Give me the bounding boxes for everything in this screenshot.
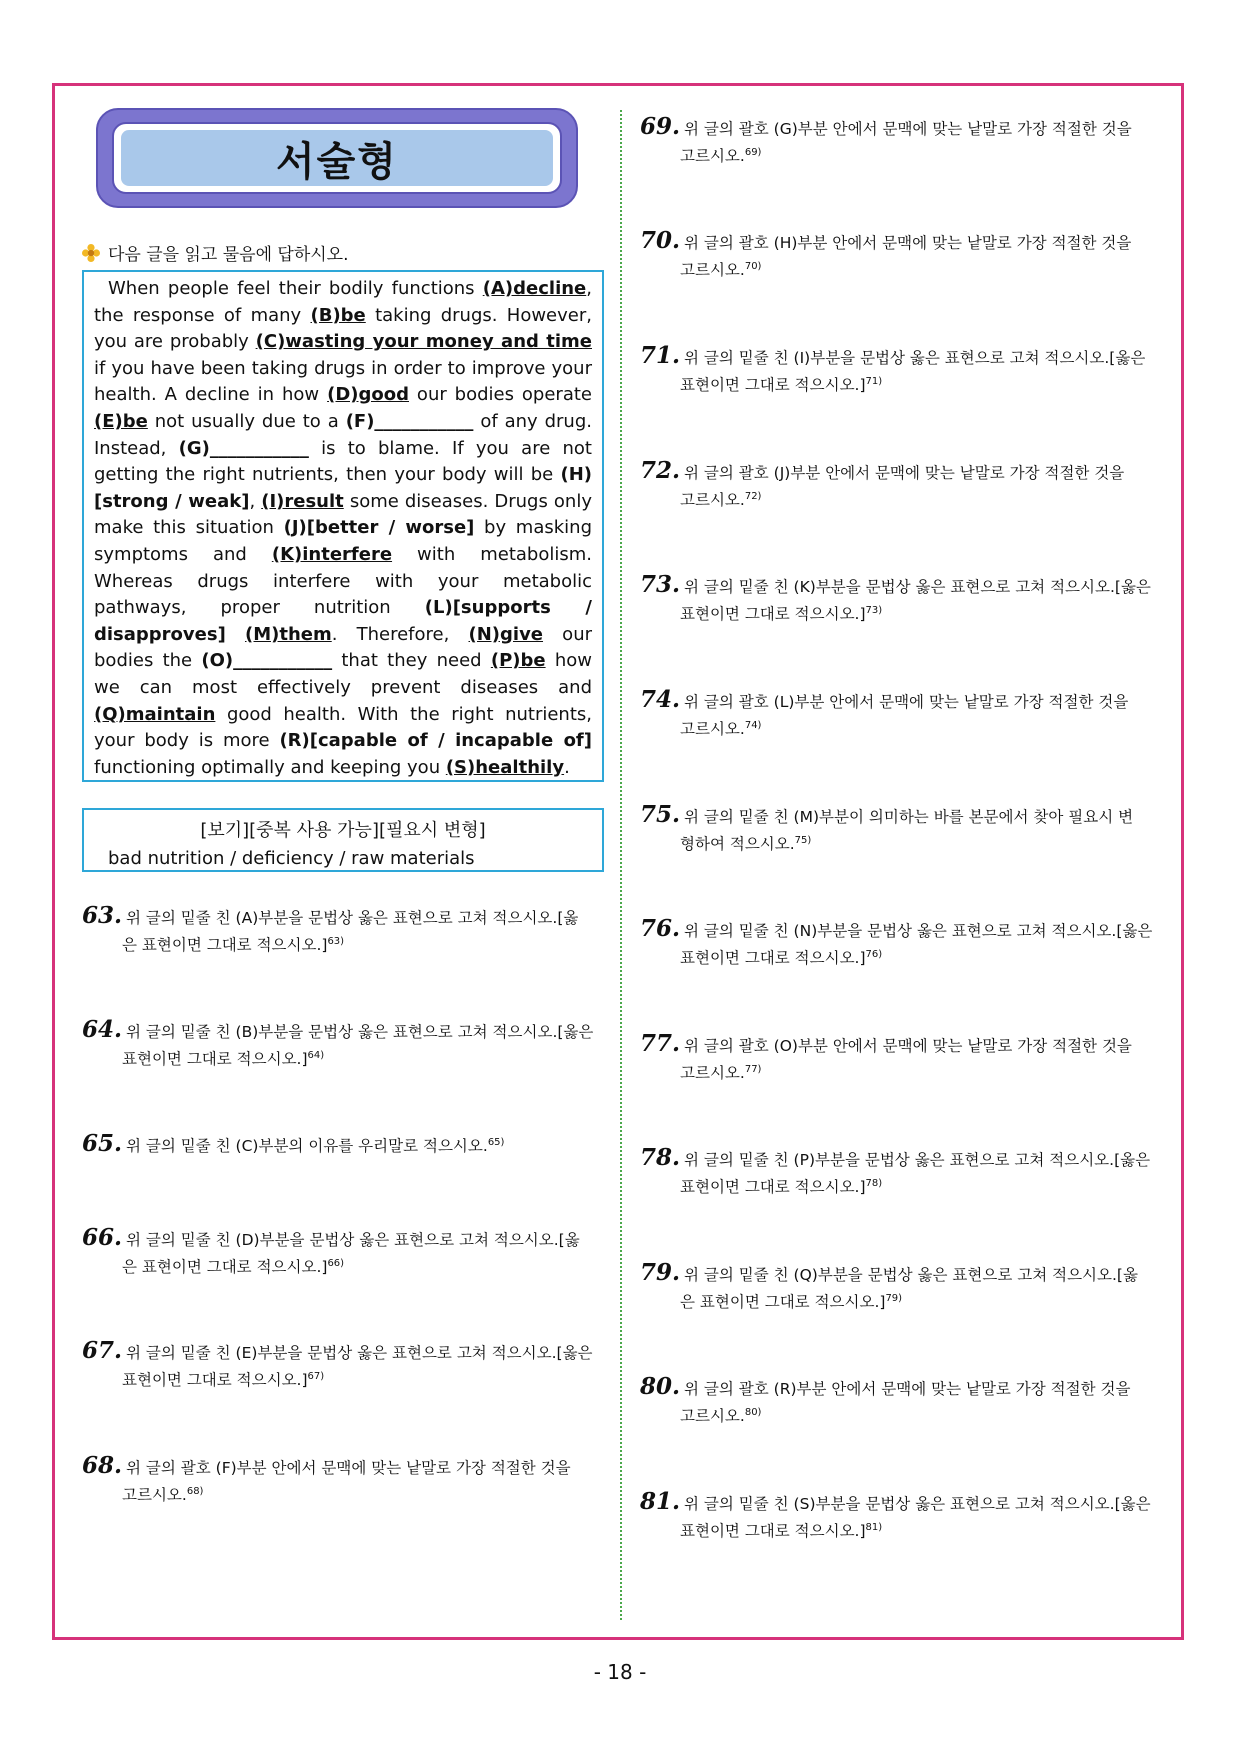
passage-text: that they need [332,650,491,672]
footnote-ref: 75) [794,835,812,846]
passage-text: , the response of many [94,278,592,326]
question-text: 위 글의 밑줄 친 (A)부분을 문법상 옳은 표현으로 고쳐 적으시오.[옳 [126,909,579,927]
question-text: 위 글의 밑줄 친 (P)부분을 문법상 옳은 표현으로 고쳐 적으시오.[옳은 [684,1151,1151,1169]
question-text-cont: 표현이면 그대로 적으시오.] [680,605,866,624]
blank-r: (R)[capable of / incapable of] [279,730,592,752]
question-text-cont: 고르시오. [680,1407,745,1426]
question-number: 71. [640,342,681,369]
passage-text: our bodies operate [409,384,592,406]
section-title: 서술형 [121,130,553,186]
passage-text: how we can most effectively prevent diseases and [94,650,592,698]
blank-o: (O)___________ [201,650,333,672]
question-text: 위 글의 밑줄 친 (E)부분을 문법상 옳은 표현으로 고쳐 적으시오.[옳은 [126,1344,593,1362]
question-text-cont: 표현이면 그대로 적으시오.] [122,1371,308,1390]
question-69 [640,115,1160,168]
passage-paragraph [94,276,592,781]
question-66 [82,1226,602,1279]
blank-d: (D)good [327,384,409,406]
question-number: 76. [640,915,681,942]
question-text: 위 글의 괄호 (H)부분 안에서 문맥에 맞는 낱말로 가장 적절한 것을 [684,234,1132,252]
footnote-ref: 76) [865,949,883,960]
passage-text: taking drugs. However, you are probably [94,304,592,353]
blank-f: (F)___________ [345,410,474,432]
instruction-text: 다음 글을 읽고 물음에 답하시오. [108,245,349,265]
question-text-cont: 형하여 적으시오. [680,835,795,854]
question-number: 64. [82,1016,123,1043]
question-73 [640,573,1160,626]
question-number: 68. [82,1452,123,1479]
word-bank-title: [보기][중복 사용 가능][필요시 변형] [200,820,486,841]
question-80 [640,1375,1160,1428]
question-text: 위 글의 괄호 (F)부분 안에서 문맥에 맞는 낱말로 가장 적절한 것을 [126,1459,571,1477]
blank-l: (L)[supports / disapproves] [94,597,592,645]
question-76 [640,917,1160,970]
question-text: 위 글의 괄호 (L)부분 안에서 문맥에 맞는 낱말로 가장 적절한 것을 [684,693,1129,711]
blank-s: (S)healthily [445,756,565,778]
passage-text: some diseases. Drugs only make this situation [94,490,592,539]
question-74 [640,688,1160,741]
passage-text: When people feel their bodily functions [108,278,483,299]
question-text: 위 글의 밑줄 친 (M)부분이 의미하는 바를 본문에서 찾아 필요시 변 [684,808,1134,826]
question-text-cont: 고르시오. [122,1486,187,1505]
passage-text [226,624,245,645]
blank-h: (H)[strong / weak] [94,464,592,512]
question-75 [640,803,1160,856]
footnote-ref: 73) [865,605,883,616]
passage-text: if you have been taking drugs in order to improve your health. A decline in how [94,357,592,406]
passage-text: our bodies the [94,623,592,672]
question-65 [82,1131,602,1158]
question-number: 73. [640,571,681,598]
footnote-ref: 69) [744,147,762,158]
footnote-ref: 71) [865,376,883,387]
question-number: 78. [640,1144,681,1171]
footnote-ref: 65) [487,1137,505,1148]
instruction [82,240,602,265]
question-number: 75. [640,801,681,828]
question-number: 65. [82,1130,123,1158]
question-number: 77. [640,1030,681,1057]
question-text-cont: 고르시오. [680,147,745,166]
question-text: 위 글의 밑줄 친 (B)부분을 문법상 옳은 표현으로 고쳐 적으시오.[옳은 [126,1023,594,1041]
footnote-ref: 72) [744,491,762,502]
question-text-cont: 표현이면 그대로 적으시오.] [122,1050,308,1069]
question-number: 79. [640,1259,681,1286]
passage-text: . Therefore, [331,623,469,645]
question-text-cont: 고르시오. [680,261,745,280]
question-text: 위 글의 괄호 (O)부분 안에서 문맥에 맞는 낱말로 가장 적절한 것을 [684,1037,1132,1055]
blank-a: (A)decline [482,278,587,299]
passage-text: . [564,756,570,778]
blank-e: (E)be [94,410,148,432]
footnote-ref: 80) [744,1407,762,1418]
footnote-ref: 70) [744,261,762,272]
question-71 [640,344,1160,397]
blank-q: (Q)maintain [94,703,216,725]
question-70 [640,229,1160,282]
flower-icon [82,244,100,262]
reading-passage [82,270,604,782]
question-text: 위 글의 밑줄 친 (I)부분을 문법상 옳은 표현으로 고쳐 적으시오.[옳은 [684,349,1146,367]
blank-c: (C)wasting your money and time [255,331,592,353]
passage-text: is to blame. If you are not getting the right nutrients, then your body will be [94,437,592,486]
question-text-cont: 표현이면 그대로 적으시오.] [680,1522,866,1541]
question-text: 위 글의 괄호 (R)부분 안에서 문맥에 맞는 낱말로 가장 적절한 것을 [684,1380,1131,1398]
question-67 [82,1339,602,1392]
section-banner-inner [112,122,562,194]
question-text: 위 글의 밑줄 친 (D)부분을 문법상 옳은 표현으로 고쳐 적으시오.[옳 [126,1231,580,1249]
footnote-ref: 68) [186,1486,204,1497]
footnote-ref: 67) [307,1371,325,1382]
question-81 [640,1490,1160,1543]
question-77 [640,1032,1160,1085]
column-divider [620,110,622,1620]
question-72 [640,459,1160,512]
question-text-cont: 표현이면 그대로 적으시오.] [680,1178,866,1197]
blank-j: (J)[better / worse] [283,517,475,539]
blank-i: (I)result [261,490,344,512]
word-bank-box [82,808,604,872]
blank-b: (B)be [310,304,366,326]
footnote-ref: 66) [327,1258,345,1269]
question-number: 63. [82,902,123,929]
word-bank-items: bad nutrition / deficiency / raw materials [108,848,475,869]
question-text-cont: 은 표현이면 그대로 적으시오.] [122,936,328,955]
question-text: 위 글의 괄호 (G)부분 안에서 문맥에 맞는 낱말로 가장 적절한 것을 [684,120,1132,138]
passage-text: good health. With the right nutrients, your body is more [94,703,592,752]
footnote-ref: 79) [885,1293,903,1304]
question-number: 66. [82,1224,123,1251]
question-number: 67. [82,1337,123,1364]
question-number: 69. [640,113,681,140]
passage-text: , [249,490,262,512]
question-text-cont: 고르시오. [680,1064,745,1083]
question-63 [82,904,602,957]
question-text-cont: 은 표현이면 그대로 적으시오.] [680,1293,886,1312]
footnote-ref: 81) [865,1522,883,1533]
passage-text: of any drug. Instead, [94,410,592,459]
question-text: 위 글의 밑줄 친 (Q)부분을 문법상 옳은 표현으로 고쳐 적으시오.[옳 [684,1266,1138,1284]
question-text: 위 글의 밑줄 친 (K)부분을 문법상 옳은 표현으로 고쳐 적으시오.[옳은 [684,578,1151,596]
question-text: 위 글의 밑줄 친 (C)부분의 이유를 우리말로 적으시오. [126,1137,488,1156]
footnote-ref: 64) [307,1050,325,1061]
question-text: 위 글의 괄호 (J)부분 안에서 문맥에 맞는 낱말로 가장 적절한 것을 [684,464,1125,482]
question-text-cont: 표현이면 그대로 적으시오.] [680,376,866,395]
question-79 [640,1261,1160,1314]
footnote-ref: 77) [744,1064,762,1075]
question-78 [640,1146,1160,1199]
passage-text: not usually due to a [147,410,346,432]
passage-text: with metabolism. Whereas drugs interfere with your metabolic pathways, proper nutrition [94,543,593,619]
question-text: 위 글의 밑줄 친 (N)부분을 문법상 옳은 표현으로 고쳐 적으시오.[옳은 [684,922,1153,940]
page-number: - 18 - [593,1660,647,1684]
blank-p: (P)be [490,650,546,672]
question-68 [82,1454,602,1507]
blank-k: (K)interfere [271,543,393,565]
section-banner [96,108,578,208]
blank-m: (M)them [244,623,332,645]
footnote-ref: 74) [744,720,762,731]
question-64 [82,1018,602,1071]
blank-g: (G)___________ [178,437,309,459]
question-text-cont: 은 표현이면 그대로 적으시오.] [122,1258,328,1277]
blank-n: (N)give [468,623,544,645]
question-number: 72. [640,457,681,484]
question-text-cont: 고르시오. [680,491,745,510]
footnote-ref: 78) [865,1178,883,1189]
footnote-ref: 63) [327,936,345,947]
passage-text: by masking symptoms and [94,517,592,565]
question-number: 70. [640,227,681,254]
question-number: 74. [640,686,681,713]
question-number: 81. [640,1488,681,1515]
question-number: 80. [640,1373,681,1400]
question-text: 위 글의 밑줄 친 (S)부분을 문법상 옳은 표현으로 고쳐 적으시오.[옳은 [684,1495,1151,1513]
question-text-cont: 고르시오. [680,720,745,739]
question-text-cont: 표현이면 그대로 적으시오.] [680,949,866,968]
passage-text: functioning optimally and keeping you [94,756,446,778]
